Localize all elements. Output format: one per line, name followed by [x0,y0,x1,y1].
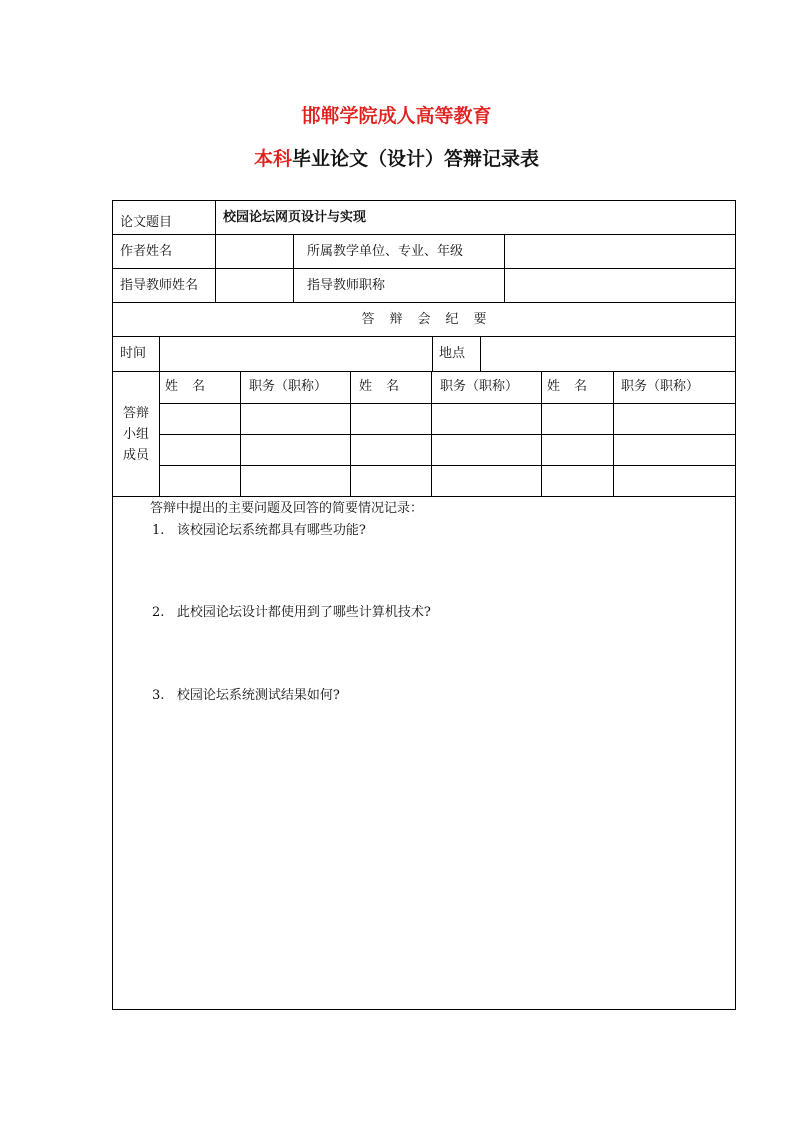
advisor-title-label: 指导教师职称 [307,278,386,293]
question-number: 3. [152,688,165,703]
grid-line [159,403,735,404]
record-intro: 答辩中提出的主要问题及回答的简要情况记录： [150,501,424,516]
question-number: 2. [152,605,165,620]
grid-line [113,496,735,497]
panel-members-label [116,403,156,466]
grid-line [159,465,735,466]
defense-record-form [112,200,736,1010]
grid-line [541,371,542,496]
question-2 [152,605,431,621]
document-title-line2 [0,147,793,171]
title-highlight: 本科 [253,148,292,170]
grid-line [215,201,216,302]
grid-line [293,234,294,302]
grid-line [613,371,614,496]
grid-line [432,336,433,371]
question-text: 此校园论坛设计都使用到了哪些计算机技术? [176,605,431,620]
document-title-line1: 邯郸学院成人高等教育 [301,105,492,127]
panel-header-title-1: 职务（职称） [249,379,328,394]
grid-line [113,268,735,269]
grid-line [113,234,735,235]
grid-line [431,371,432,496]
minutes-heading: 答辩会纪要 [361,312,502,327]
title-rest: 毕业论文（设计）答辩记录表 [292,148,540,170]
thesis-title-label: 论文题目 [120,215,173,230]
place-label: 地点 [439,346,466,361]
grid-line [113,336,735,337]
unit-major-grade-label: 所属教学单位、专业、年级 [307,244,464,259]
time-label: 时间 [120,346,147,361]
grid-line [240,371,241,496]
grid-line [504,234,505,302]
grid-line [113,302,735,303]
panel-header-title-2: 职务（职称） [440,379,519,394]
panel-label-line: 成员 [122,448,149,463]
panel-label-line: 小组 [122,427,149,442]
question-text: 校园论坛系统测试结果如何? [176,688,340,703]
question-number: 1. [152,523,165,538]
grid-line [159,336,160,496]
grid-line [159,434,735,435]
author-name-label: 作者姓名 [120,244,173,259]
advisor-name-label: 指导教师姓名 [120,278,199,293]
question-3 [152,688,340,704]
panel-header-name-2: 姓名 [359,379,414,394]
panel-header-name-3: 姓名 [547,379,602,394]
grid-line [350,371,351,496]
panel-header-name-1: 姓名 [165,379,220,394]
question-1 [152,523,366,539]
grid-line [113,371,735,372]
question-text: 该校园论坛系统都具有哪些功能? [176,523,366,538]
panel-header-title-3: 职务（职称） [621,379,700,394]
panel-label-line: 答辩 [122,406,149,421]
grid-line [480,336,481,371]
thesis-title-value[interactable]: 校园论坛网页设计与实现 [223,210,367,225]
